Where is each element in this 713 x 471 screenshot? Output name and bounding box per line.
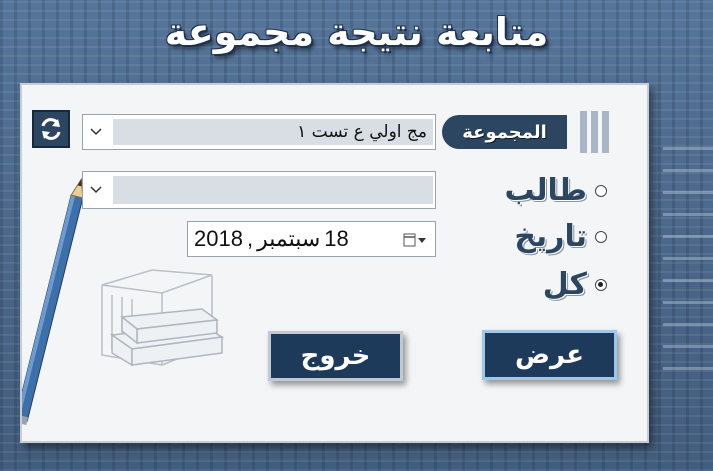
date-year: 2018 (194, 226, 243, 251)
radio-student[interactable] (504, 173, 607, 208)
exit-button[interactable]: خروج (268, 331, 403, 381)
refresh-icon (38, 116, 64, 142)
show-button[interactable]: عرض (482, 330, 617, 380)
radio-student-circle[interactable] (595, 185, 607, 197)
window-title: متابعة نتيجة مجموعة (164, 10, 549, 54)
group-label (442, 111, 602, 151)
date-value (194, 222, 349, 256)
date-month: سبتمبر (257, 226, 321, 251)
student-select[interactable] (82, 171, 436, 209)
radio-student-label: طالب (504, 173, 587, 208)
calendar-icon[interactable] (401, 230, 429, 250)
chevron-down-icon[interactable] (83, 115, 109, 149)
books-decoration (92, 265, 272, 375)
group-label-text: المجموعة (442, 115, 567, 149)
date-picker[interactable] (187, 221, 436, 257)
label-bars-decoration (572, 111, 612, 153)
background-stripes (663, 140, 713, 370)
radio-date-circle[interactable] (595, 231, 607, 243)
group-select[interactable] (82, 114, 436, 150)
radio-all-label: كل (542, 267, 587, 302)
date-separator: , (246, 226, 254, 251)
form-panel (20, 83, 649, 443)
refresh-button[interactable] (32, 110, 70, 148)
radio-date[interactable] (514, 219, 607, 254)
radio-all[interactable] (543, 267, 607, 302)
chevron-down-icon[interactable] (83, 172, 109, 208)
group-selected-value: مج اولي ع تست ١ (113, 119, 433, 145)
radio-date-label: تاريخ (514, 219, 587, 254)
student-selected-value (113, 176, 433, 204)
date-day: 18 (324, 226, 349, 251)
radio-all-circle[interactable] (595, 279, 607, 291)
